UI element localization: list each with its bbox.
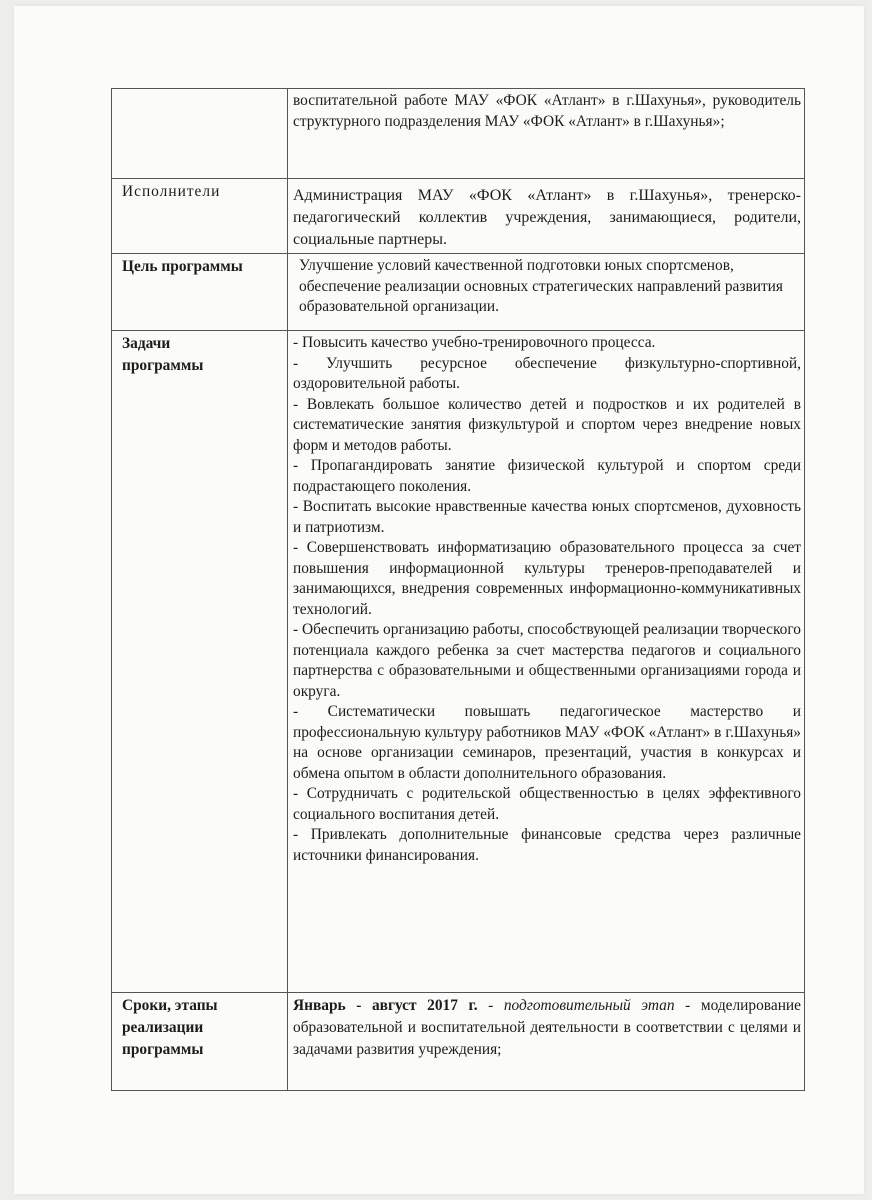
terms-stage-description: - моделирование образовательной и воспитательной деятельности в соответствии с целями и задачами развития учреждения; — [293, 997, 801, 1058]
table-row — [112, 89, 805, 179]
row-label-goal: Цель программы — [112, 254, 288, 331]
row-text-tasks — [288, 331, 805, 993]
executors-text: Администрация МАУ «ФОК «Атлант» в г.Шахунья», тренерско-педагогический коллектив учреждения, занимающиеся, родители, социальные партнеры. — [293, 187, 801, 248]
tasks-label-line2: программы — [122, 357, 204, 374]
table-row — [112, 331, 805, 993]
task-item: - Пропагандировать занятие физической культурой и спортом среди подрастающего поколения. — [293, 457, 801, 495]
task-item: - Улучшить ресурсное обеспечение физкультурно-спортивной, оздоровительной работы. — [293, 354, 801, 392]
terms-stage-name: подготовительный этап — [503, 997, 675, 1014]
task-item: - Вовлекать большое количество детей и подростков и их родителей в систематические занятия физкультурой и спортом через внедрение новых форм и методов работы. — [293, 395, 801, 454]
task-item: - Систематически повышать педагогическое мастерство и профессиональную культуру работников МАУ «ФОК «Атлант» в г.Шахунья» на основе организации семинаров, презентаций, участия в конкурсах и обмена опытом в области дополнительного образования. — [293, 703, 801, 782]
terms-dash: - — [477, 997, 504, 1014]
table-row — [112, 254, 805, 331]
task-item: - Сотрудничать с родительской общественностью в целях эффективного социального воспитания детей. — [293, 785, 801, 823]
task-item: - Обеспечить организацию работы, способствующей реализации творческого потенциала каждого ребенка за счет мастерства педагогов и социального партнерства с образовательными и общественными организациями города и округа. — [293, 621, 801, 700]
terms-label-line1: Сроки, этапы — [122, 997, 218, 1014]
terms-period: Январь - август 2017 г. — [293, 997, 478, 1014]
row-label-terms — [112, 993, 288, 1091]
row-label-executors: Исполнители — [112, 179, 288, 254]
terms-label-line2: реализации — [122, 1019, 204, 1036]
terms-label-line3: программы — [122, 1041, 204, 1058]
table-row — [112, 179, 805, 254]
responsible-text: воспитательной работе МАУ «ФОК «Атлант» в г.Шахунья», руководитель структурного подразделения МАУ «ФОК «Атлант» в г.Шахунья»; — [293, 92, 801, 130]
row-text-executors — [288, 179, 805, 254]
document-page — [14, 6, 864, 1194]
task-item: - Совершенствовать информатизацию образовательного процесса за счет повышения информационной культуры тренеров-преподавателей и занимающихся, внедрения современных информационно-коммуникативных технологий. — [293, 539, 801, 618]
terms-text — [293, 995, 801, 1061]
goal-text: Улучшение условий качественной подготовки юных спортсменов, обеспечение реализации основных стратегических направлений развития образовательной организации. — [299, 257, 784, 315]
row-label-tasks — [112, 331, 288, 993]
row-text-terms — [288, 993, 805, 1091]
row-label-empty — [112, 89, 288, 179]
row-text-responsible — [288, 89, 805, 179]
row-text-goal — [288, 254, 805, 331]
task-item: - Привлекать дополнительные финансовые средства через различные источники финансирования. — [293, 826, 801, 864]
tasks-label-line1: Задачи — [122, 335, 171, 352]
table-row — [112, 993, 805, 1091]
task-item: - Воспитать высокие нравственные качества юных спортсменов, духовность и патриотизм. — [293, 498, 801, 536]
task-item: - Повысить качество учебно-тренировочного процесса. — [293, 334, 656, 351]
program-passport-table — [111, 88, 805, 1091]
